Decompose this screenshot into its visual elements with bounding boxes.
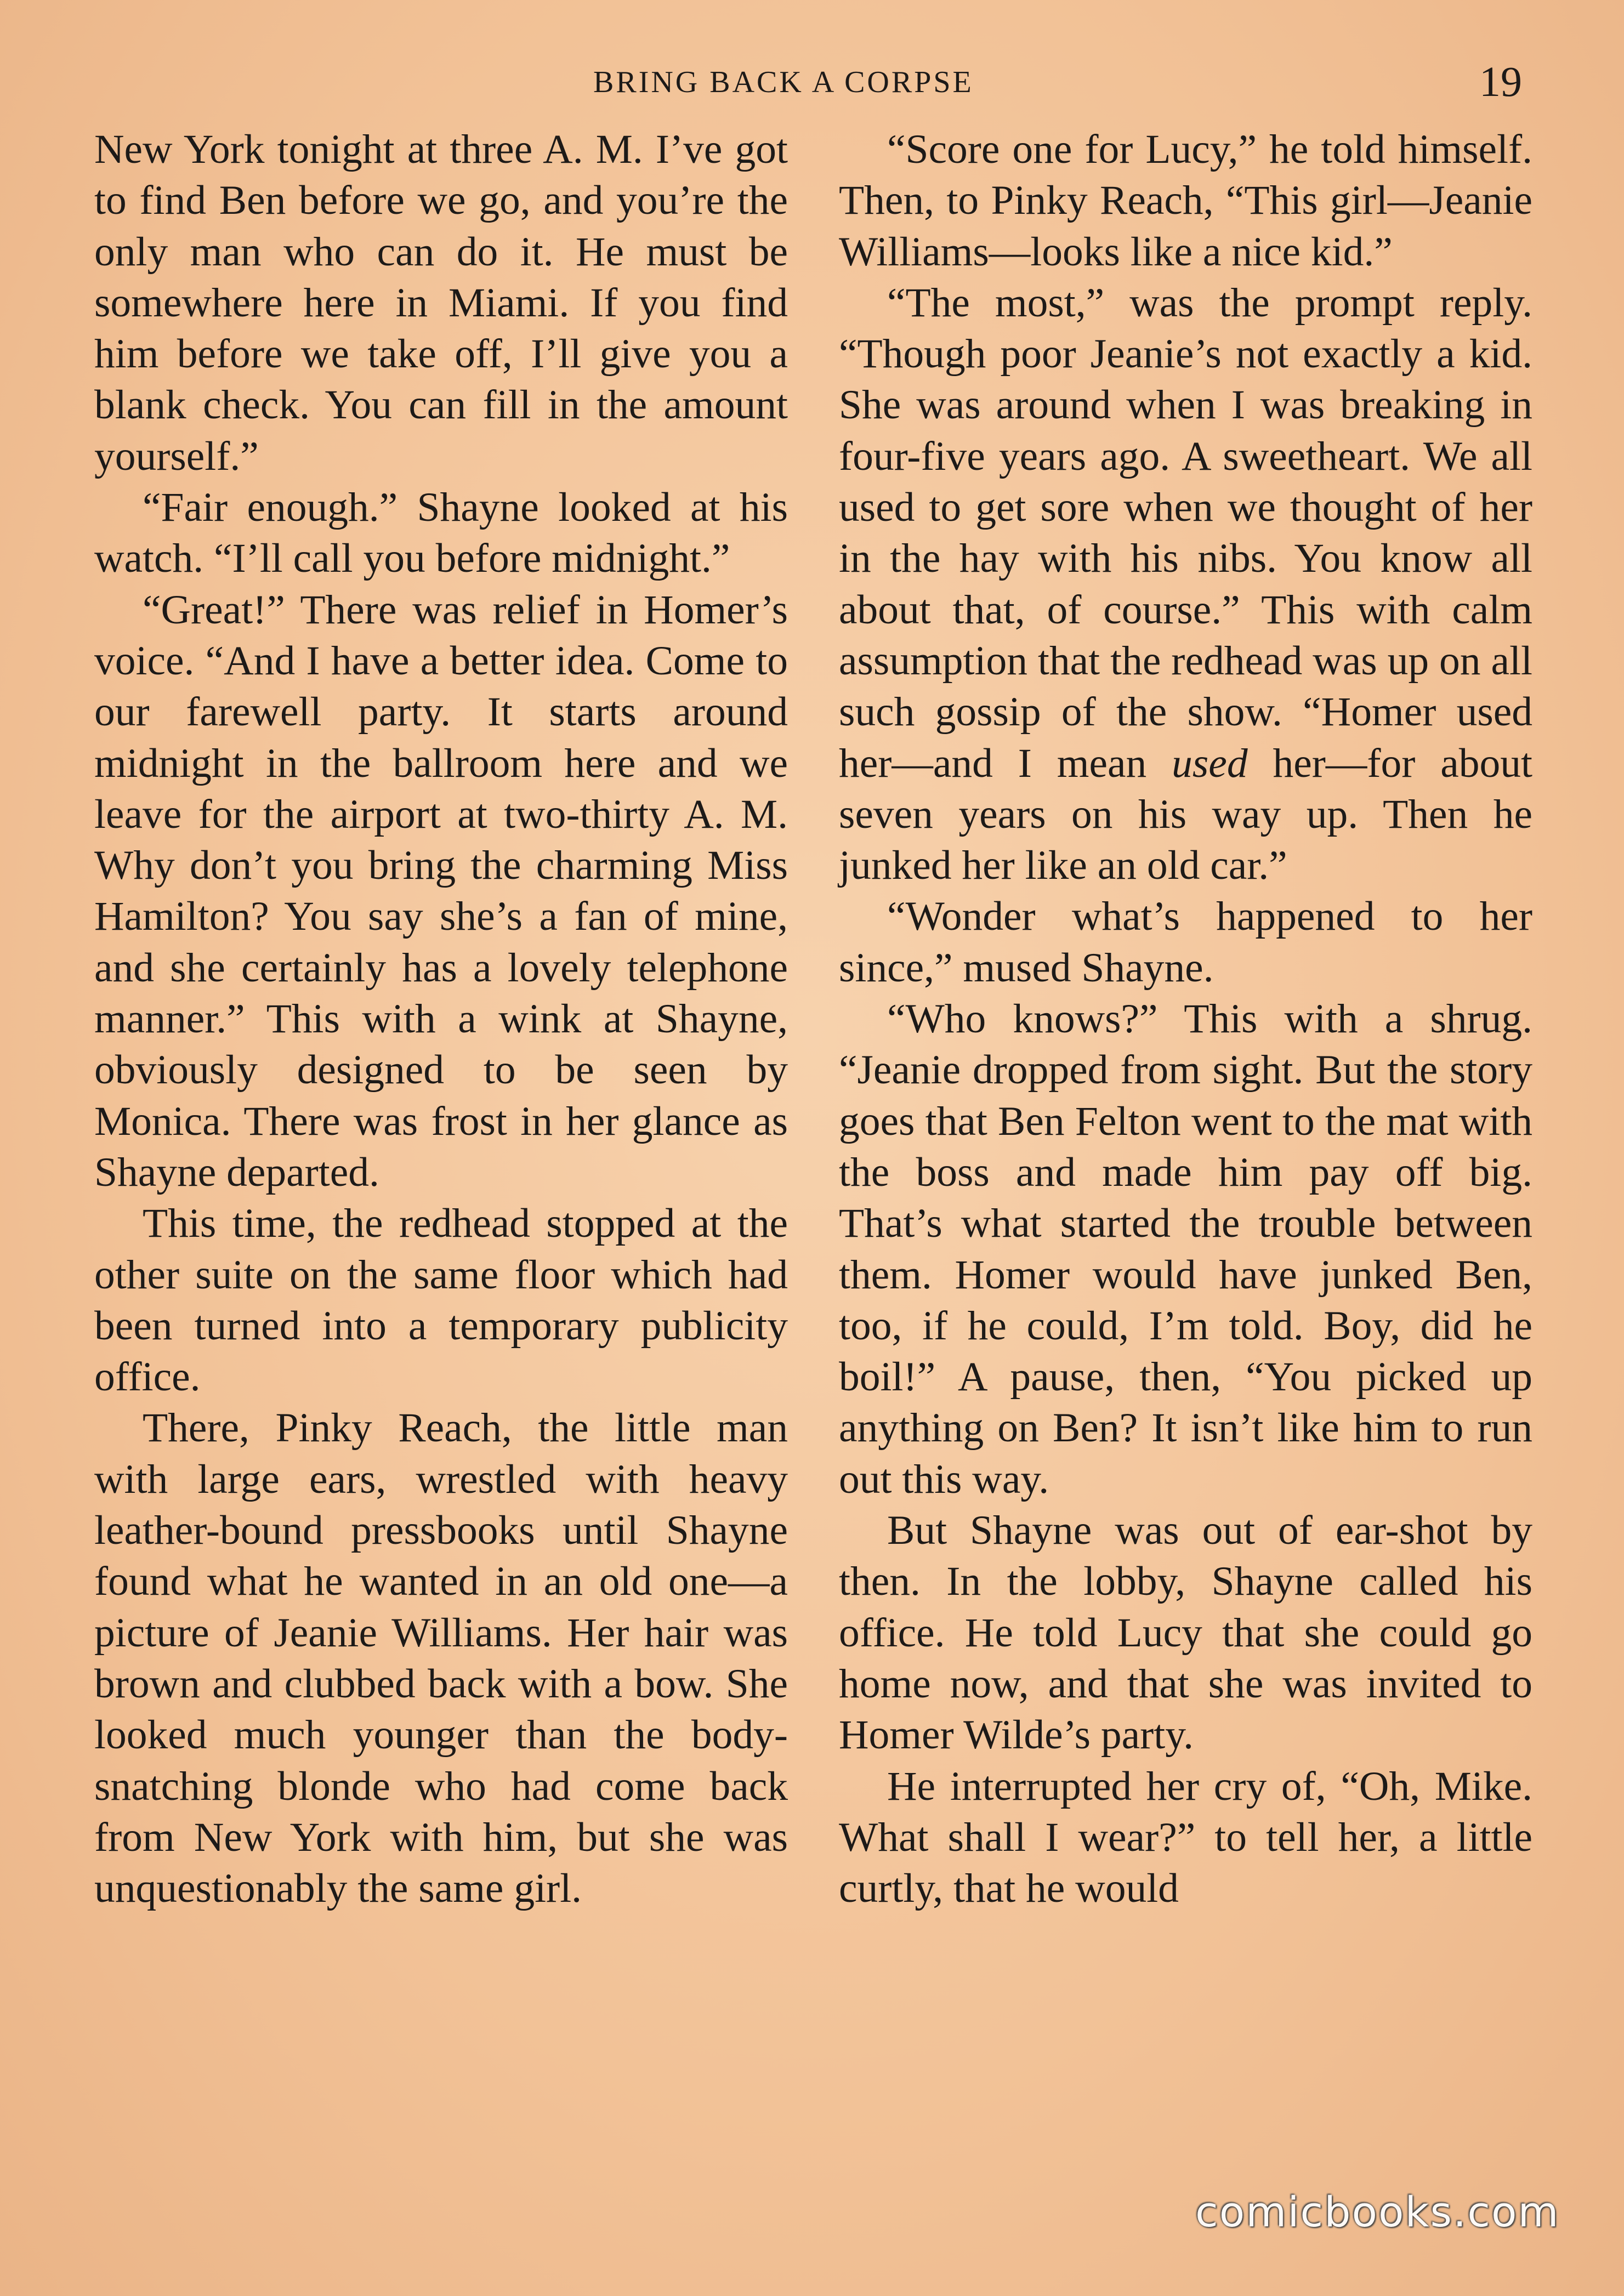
paragraph: “Who knows?” This with a shrug. “Jeanie dropped from sight. But the story goes that Ben Felton went to the mat with the boss and made him pay off big. That’s what started the trouble between them. Homer would have junked Ben, too, if he could, I’m told. Boy, did he boil!” A pause, then, “You picked up anything on Ben? It isn’t like him to run out this way. [839,996,1532,1502]
paragraph: “Wonder what’s happened to her since,” mused Shayne. [839,894,1532,991]
paragraph: But Shayne was out of ear-shot by then. In the lobby, Shayne called his office. He told Lucy that she could go home now, and that she was invited to Homer Wilde’s party. [839,1508,1532,1758]
paragraph-text: “The most,” was the prompt reply. “Though poor Jeanie’s not exactly a kid. She was around when I was breaking in four-five years ago. A sweetheart. We all used to get sore when we thought of her in the hay with his nibs. You know all about that, of course.” This with calm assumption that the redhead was up on all such gossip of the show. “Homer used her—and I mean [839,280,1532,786]
paragraph: “Great!” There was relief in Homer’s voice. “And I have a better idea. Come to our farewell party. It starts around midnight in the ballroom here and we leave for the airport at two-thirty A. M. Why don’t you bring the charming Miss Hamilton? You say she’s a fan of mine, and she certainly has a lovely telephone manner.” This with a wink at Shayne, obviously designed to be seen by Monica. There was frost in her glance as Shayne departed. [94,587,788,1195]
paragraph: There, Pinky Reach, the little man with large ears, wrestled with heavy leather-bound pressbooks until Shayne found what he wanted in an old one—a picture of Jeanie Williams. Her hair was brown and clubbed back with a bow. She looked much younger than the body-snatching blonde who had come back from New York with him, but she was unquestionably the same girl. [94,1405,788,1912]
paragraph: “Fair enough.” Shayne looked at his watch. “I’ll call you before midnight.” [94,485,788,582]
paragraph: “Score one for Lucy,” he told himself. Then, to Pinky Reach, “This girl—Jeanie Williams—looks like a nice kid.” [839,127,1532,275]
paragraph: This time, the redhead stopped at the other suite on the same floor which had been turned into a temporary publicity office. [94,1201,788,1400]
left-column [94,124,788,1914]
watermark-logo: comicbooks.com [1195,2187,1560,2236]
page-number: 19 [1479,58,1522,105]
paragraph [839,277,1532,891]
emphasized-word: used [1172,740,1248,786]
paragraph: He interrupted her cry of, “Oh, Mike. What shall I wear?” to tell her, a little curtly, that he would [839,1763,1532,1912]
paragraph-text: her—for about seven years on his way up. Then he junked her like an old car.” [839,740,1532,889]
paragraph: New York tonight at three A. M. I’ve got to find Ben before we go, and you’re the only man who can do it. He must be somewhere here in Miami. If you find him before we take off, I’ll give you a blank check. You can fill in the amount yourself.” [94,127,788,479]
right-column [839,124,1532,1914]
running-head: BRING BACK A CORPSE [593,65,974,99]
